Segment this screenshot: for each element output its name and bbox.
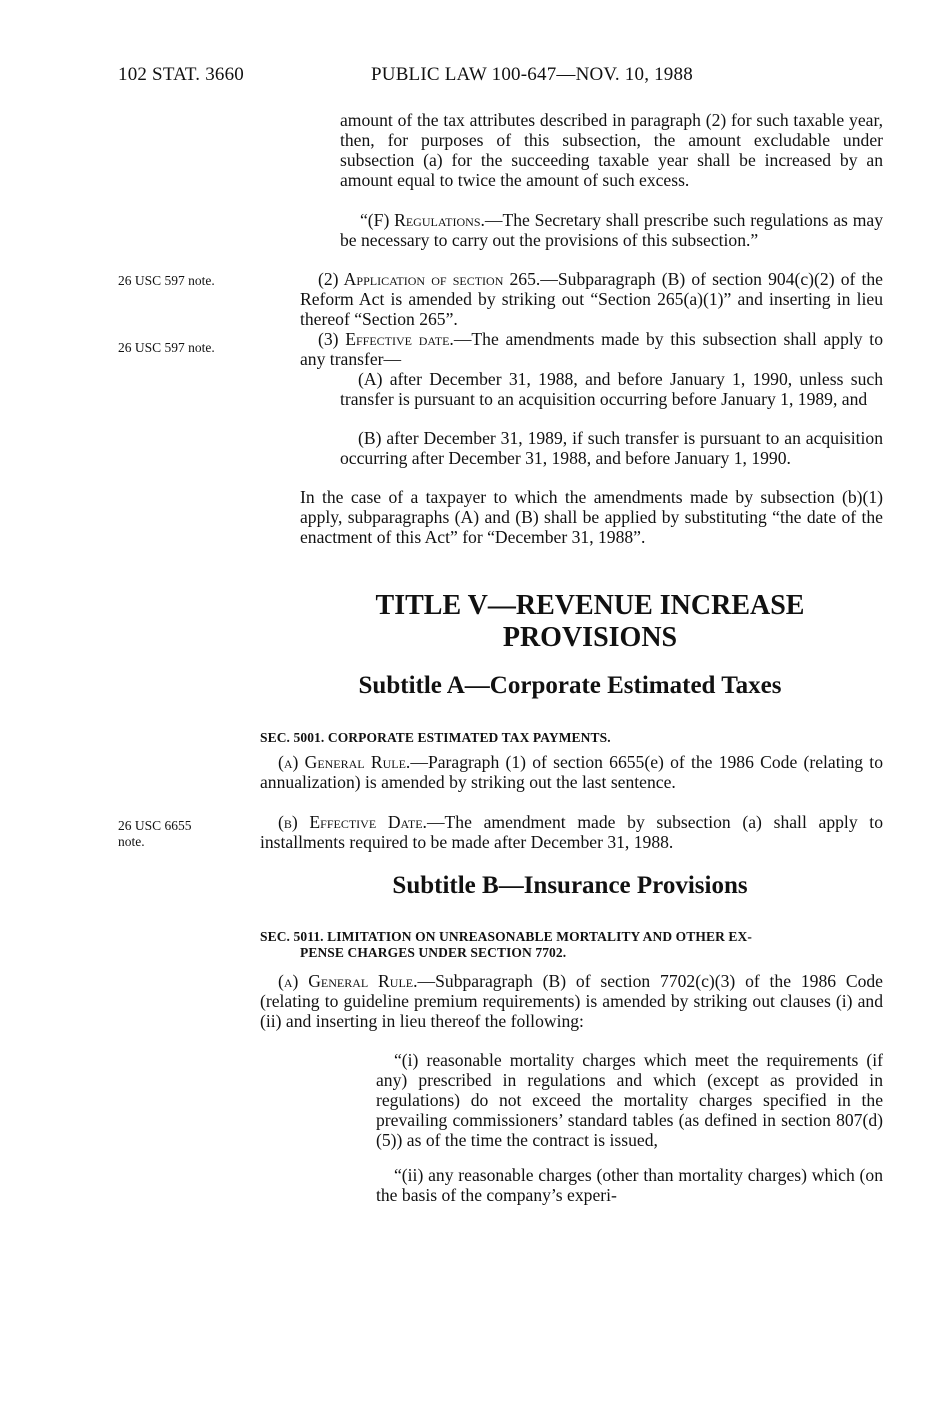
paragraph xyxy=(300,330,883,370)
section-heading-line: SEC. 5011. LIMITATION ON UNREASONABLE MORTALITY AND OTHER EX- xyxy=(260,929,752,944)
paragraph xyxy=(340,211,883,251)
paragraph-heading: (b) Effective Date. xyxy=(278,812,427,832)
paragraph-text: —The amendment made by subsection (a) shall apply to installments required to be made after December 31, 1988. xyxy=(260,812,883,852)
paragraph-text: —Subparagraph (B) of section 904(c)(2) of the Reform Act is amended by striking out “Section 265(a)(1)” and inserting in lieu thereof “Section 265”. xyxy=(300,269,883,329)
paragraph-text: —Paragraph (1) of section 6655(e) of the 1986 Code (relating to annualization) is amended by striking out the last sentence. xyxy=(260,752,883,792)
clause: (B) after December 31, 1989, if such transfer is pursuant to an acquisition occurring after December 31, 1988, and before January 1, 1990. xyxy=(340,428,883,468)
paragraph-text: —The amendments made by this subsection shall apply to any transfer— xyxy=(300,329,883,369)
title-line: TITLE V—REVENUE INCREASE xyxy=(375,590,805,621)
margin-note: 26 USC 6655 xyxy=(118,818,192,833)
title-line: PROVISIONS xyxy=(502,622,678,653)
paragraph xyxy=(260,972,883,1032)
paragraph-text: —Subparagraph (B) of section 7702(c)(3) of the 1986 Code (relating to guideline premium requirements) is amended by striking out clauses (i) and (ii) and inserting in lieu thereof the following: xyxy=(260,971,883,1031)
paragraph: amount of the tax attributes described in paragraph (2) for such taxable year, then, for purposes of this subsection, the amount excludable under subsection (a) for the succeeding taxable year shall be increased by an amount equal to twice the amount of such excess. xyxy=(340,110,883,190)
paragraph xyxy=(260,753,883,793)
paragraph xyxy=(300,270,883,330)
paragraph xyxy=(260,813,883,853)
paragraph: In the case of a taxpayer to which the amendments made by subsection (b)(1) apply, subparagraphs (A) and (B) shall be applied by substituting “the date of the enactment of this Act” for “December 31, 1988”. xyxy=(300,487,883,547)
paragraph-text: —The Secretary shall prescribe such regulations as may be necessary to carry out the provisions of this subsection.” xyxy=(340,210,883,250)
subtitle-heading: Subtitle A—Corporate Estimated Taxes xyxy=(358,672,782,699)
running-header: PUBLIC LAW 100-647—NOV. 10, 1988 xyxy=(371,64,693,85)
clause: “(ii) any reasonable charges (other than mortality charges) which (on the basis of the company’s experi- xyxy=(376,1165,883,1205)
clause: (A) after December 31, 1988, and before January 1, 1990, unless such transfer is pursuant to an acquisition occurring before January 1, 1989, and xyxy=(340,369,883,409)
section-heading xyxy=(260,929,883,961)
margin-note: note. xyxy=(118,834,145,849)
subtitle-heading: Subtitle B—Insurance Provisions xyxy=(392,872,748,899)
section-heading-line: PENSE CHARGES UNDER SECTION 7702. xyxy=(300,945,567,960)
paragraph-heading: (2) Application of section 265. xyxy=(318,269,541,289)
section-heading: SEC. 5001. CORPORATE ESTIMATED TAX PAYMENTS. xyxy=(260,730,611,745)
paragraph-heading: (3) Effective date. xyxy=(318,329,454,349)
title-heading xyxy=(300,590,880,654)
statute-page-number: 102 STAT. 3660 xyxy=(118,64,245,85)
paragraph-heading: (a) General Rule. xyxy=(278,752,411,772)
paragraph-heading: “(F) Regulations. xyxy=(360,210,485,230)
margin-note: 26 USC 597 note. xyxy=(118,340,215,355)
clause: “(i) reasonable mortality charges which meet the requirements (if any) prescribed in regulations and which (except as provided in regulations) do not exceed the mortality charges specified in the prevailing commissioners’ standard tables (as defined in section 807(d)(5)) as of the time the contract is issued, xyxy=(376,1050,883,1150)
margin-note: 26 USC 597 note. xyxy=(118,273,215,288)
paragraph-heading: (a) General Rule. xyxy=(278,971,418,991)
